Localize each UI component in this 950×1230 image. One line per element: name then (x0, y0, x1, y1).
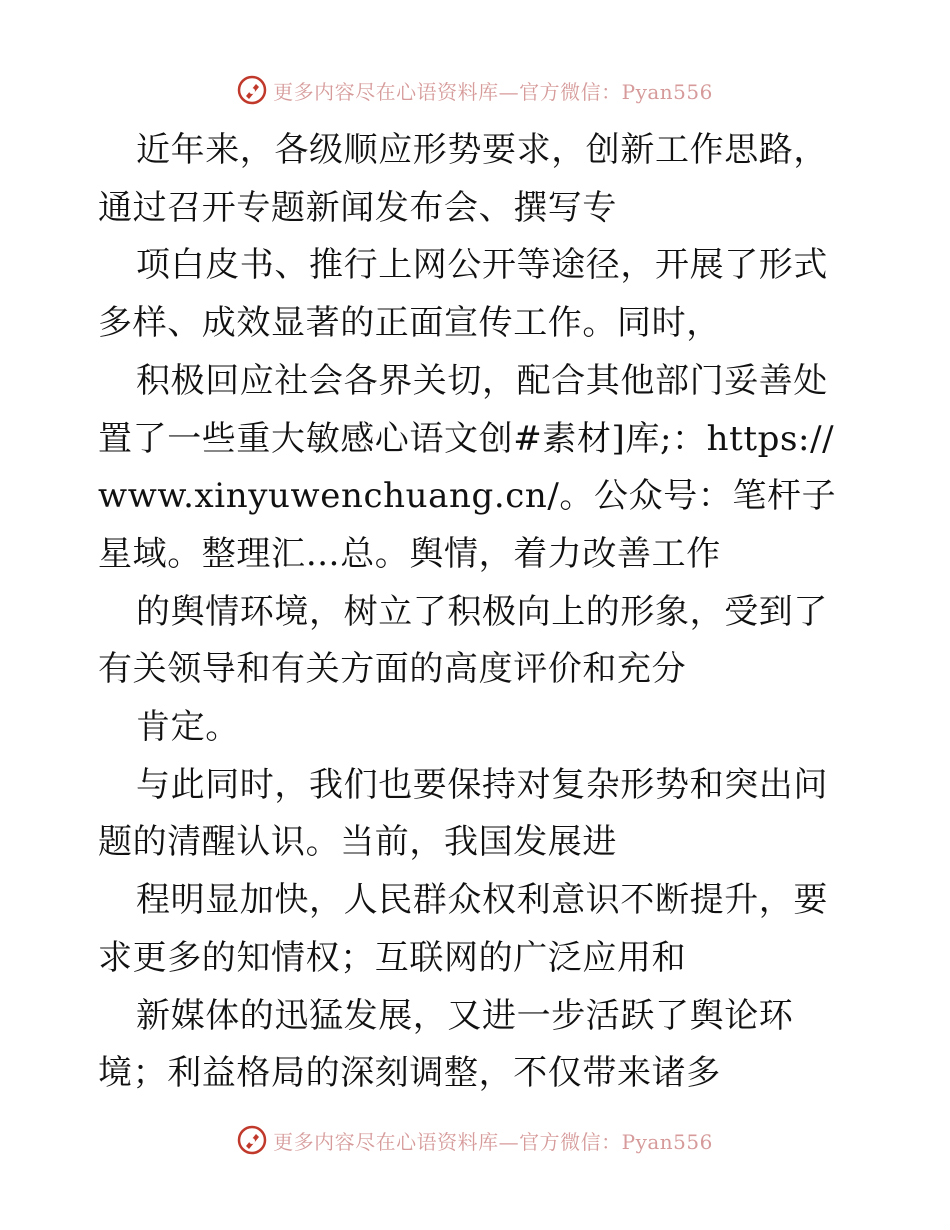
header-watermark (0, 72, 950, 108)
footer-watermark-text: 更多内容尽在心语资料库—官方微信：Pyan556 (273, 1129, 713, 1154)
document-body (98, 122, 858, 1103)
paragraph: 的舆情环境，树立了积极向上的形象，受到了有关领导和有关方面的高度评价和充分 (98, 591, 828, 690)
footer-watermark (0, 1122, 950, 1158)
paragraph: 程明显加快，人民群众权利意识不断提升，要求更多的知情权；互联网的广泛应用和 (98, 880, 828, 978)
paragraph: 项白皮书、推行上网公开等途径，开展了形式多样、成效显著的正面宣传工作。同时， (98, 245, 828, 344)
header-watermark-text: 更多内容尽在心语资料库—官方微信：Pyan556 (273, 79, 713, 104)
paragraph: 与此同时，我们也要保持对复杂形势和突出问题的清醒认识。当前，我国发展进 (98, 764, 828, 863)
paragraph: 近年来，各级顺应形势要求，创新工作思路，通过召开专题新闻发布会、撰写专 (98, 130, 828, 228)
pen-logo-icon (237, 1125, 267, 1155)
paragraph: 肯定。 (136, 707, 240, 748)
paragraph: 积极回应社会各界关切，配合其他部门妥善处置了一些重大敏感心语文创#素材]库;：https://www.xinyuwenchuang.cn/。公众号：笔杆子星域。整理汇…总。舆情，着力改善工作 (98, 360, 837, 574)
pen-logo-icon (237, 75, 267, 105)
paragraph: 新媒体的迅猛发展，又进一步活跃了舆论环境；利益格局的深刻调整，不仅带来诸多 (98, 995, 794, 1094)
